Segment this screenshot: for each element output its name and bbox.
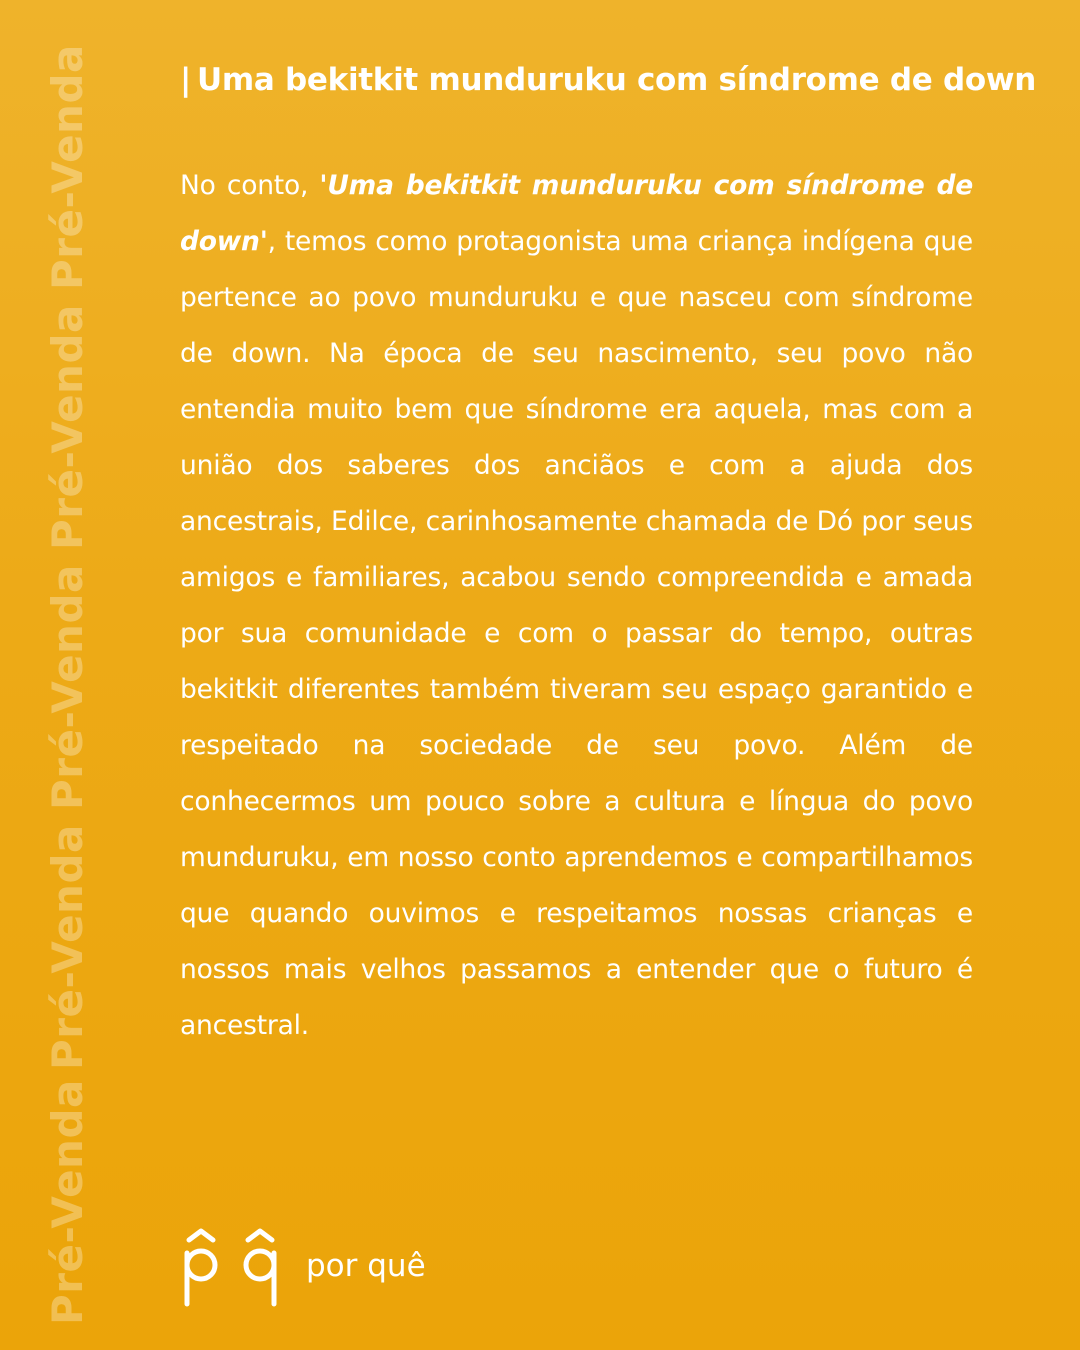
watermark-word: Pré-Venda xyxy=(43,824,92,1070)
story-title-emphasis: 'Uma bekitkit munduruku com síndrome de down' xyxy=(180,170,973,257)
pq-logo-icon xyxy=(182,1228,292,1308)
publisher-logo xyxy=(182,1228,482,1308)
title-text: Uma bekitkit munduruku com síndrome de down xyxy=(197,62,1036,98)
watermark-word: Pré-Venda xyxy=(43,564,92,810)
publisher-name: por quê xyxy=(306,1248,426,1284)
story-description xyxy=(180,158,973,1054)
watermark-word: Pré-Venda xyxy=(43,44,92,290)
body-text: , temos como protagonista uma criança indígena que pertence ao povo munduruku e que nasceu com síndrome de down. Na época de seu nascimento, seu povo não entendia muito bem que síndrome era aquela, mas com a união dos saberes dos anciãos e com a ajuda dos ancestrais, Edilce, carinhosamente chamada de Dó por seus amigos e familiares, acabou sendo compreendida e amada por sua comunidade e com o passar do tempo, outras bekitkit diferentes também tiveram seu espaço garantido e respeitado na sociedade de seu povo. Além de conhecermos um pouco sobre a cultura e língua do povo munduruku, em nosso conto aprendemos e compartilhamos que quando ouvimos e respeitamos nossas crianças e nossos mais velhos passamos a entender que o futuro é ancestral. xyxy=(180,226,973,1041)
watermark-word: Pré-Venda xyxy=(43,1079,92,1325)
watermark-column xyxy=(40,30,110,1325)
page-title xyxy=(180,62,1036,98)
body-intro: No conto, xyxy=(180,170,320,201)
title-bar: | xyxy=(180,62,192,98)
watermark-word: Pré-Venda xyxy=(43,304,92,550)
